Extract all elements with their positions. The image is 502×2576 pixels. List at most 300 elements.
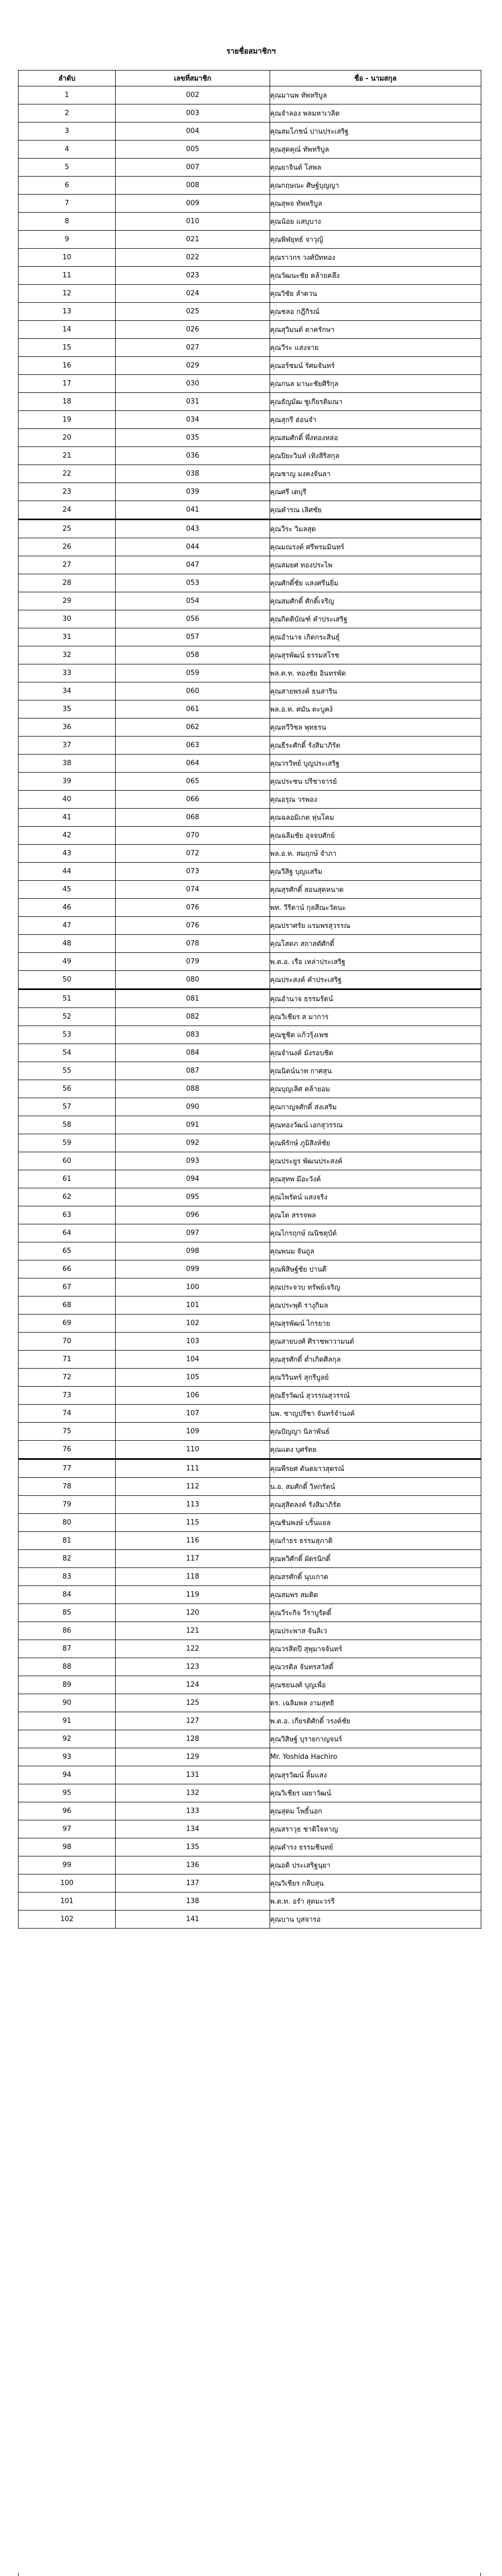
table-row xyxy=(19,1784,481,1802)
table-row xyxy=(19,664,481,682)
table-row xyxy=(19,1622,481,1640)
row-order-cell: 11 xyxy=(19,267,116,285)
row-name-cell: คุณสุรศักดิ์ ต่ำเกิดศิลกุล xyxy=(270,1351,481,1369)
row-name-cell: คุณปัญญา นิลาพันธ์ xyxy=(270,1423,481,1441)
row-name-cell: คุณสุดม โพธิ์นอก xyxy=(270,1802,481,1820)
row-name-cell: คุณชาญ มงคงจันลา xyxy=(270,465,481,483)
row-member-number-cell: 063 xyxy=(116,737,270,755)
row-order-cell: 85 xyxy=(19,1604,116,1622)
row-order-cell: 14 xyxy=(19,321,116,339)
row-member-number-cell: 141 xyxy=(116,1911,270,1929)
row-order-cell: 53 xyxy=(19,1026,116,1044)
row-order-cell: 54 xyxy=(19,1044,116,1062)
row-member-number-cell: 043 xyxy=(116,520,270,538)
row-member-number-cell: 074 xyxy=(116,881,270,899)
row-name-cell: คุณพิสิษฐ์ชัย ปานดี xyxy=(270,1260,481,1278)
table-row xyxy=(19,447,481,465)
table-row xyxy=(19,1242,481,1260)
row-order-cell: 65 xyxy=(19,1242,116,1260)
row-member-number-cell: 084 xyxy=(116,1044,270,1062)
table-row xyxy=(19,610,481,628)
row-name-cell: คุณแดง บุศรัตย xyxy=(270,1441,481,1459)
row-member-number-cell: 127 xyxy=(116,1712,270,1730)
row-member-number-cell: 099 xyxy=(116,1260,270,1278)
table-row xyxy=(19,1604,481,1622)
table-row xyxy=(19,1080,481,1098)
row-member-number-cell: 090 xyxy=(116,1098,270,1116)
row-order-cell: 101 xyxy=(19,1892,116,1911)
row-order-cell: 26 xyxy=(19,538,116,556)
row-member-number-cell: 076 xyxy=(116,917,270,935)
row-name-cell: คุณมณรงค์ ศรีพรมมินทร์ xyxy=(270,538,481,556)
row-order-cell: 20 xyxy=(19,429,116,447)
row-name-cell: คุณอร์ชมน์ รัศมจันทร์ xyxy=(270,357,481,375)
row-name-cell: ดร. เฉลิมพล งามสุทธิ xyxy=(270,1694,481,1712)
row-name-cell: คุณพีรยศ ตันตยาวสุดรณ์ xyxy=(270,1459,481,1478)
row-member-number-cell: 081 xyxy=(116,989,270,1008)
table-row xyxy=(19,628,481,646)
row-order-cell: 66 xyxy=(19,1260,116,1278)
row-name-cell: คุณกิตติบัณฑ์ คำประเสริฐ xyxy=(270,610,481,628)
row-name-cell: คุณประจวบ ทรัพย์เจริญ xyxy=(270,1278,481,1296)
table-row xyxy=(19,1838,481,1856)
table-row xyxy=(19,159,481,177)
row-order-cell: 88 xyxy=(19,1658,116,1676)
row-member-number-cell: 116 xyxy=(116,1532,270,1550)
row-order-cell: 44 xyxy=(19,863,116,881)
table-row xyxy=(19,122,481,141)
table-row xyxy=(19,483,481,501)
row-name-cell: คุณสุสิตลงค์ รังสิมาภิรัต xyxy=(270,1496,481,1514)
row-member-number-cell: 041 xyxy=(116,501,270,520)
row-name-cell: น.อ. สมศักดิ์ วิหกรัตน์ xyxy=(270,1478,481,1496)
table-row xyxy=(19,1550,481,1568)
row-name-cell: คุณสุรพัฒน์ ไกรยาย xyxy=(270,1315,481,1333)
row-name-cell: คุณสมพร สมติด xyxy=(270,1586,481,1604)
row-name-cell: คุณอดิ ประเสริฐนุยา xyxy=(270,1856,481,1874)
row-order-cell: 70 xyxy=(19,1333,116,1351)
row-member-number-cell: 133 xyxy=(116,1802,270,1820)
row-order-cell: 76 xyxy=(19,1441,116,1459)
row-order-cell: 3 xyxy=(19,122,116,141)
row-order-cell: 68 xyxy=(19,1296,116,1315)
row-order-cell: 32 xyxy=(19,646,116,664)
member-table xyxy=(18,70,481,1929)
row-order-cell: 35 xyxy=(19,700,116,719)
table-row xyxy=(19,1062,481,1080)
table-row xyxy=(19,556,481,574)
table-row xyxy=(19,1098,481,1116)
row-name-cell: คุณสรศักดิ์ นุบเกาด xyxy=(270,1568,481,1586)
table-row xyxy=(19,1820,481,1838)
row-name-cell: คุณน้อย แสบุบาง xyxy=(270,213,481,231)
row-member-number-cell: 125 xyxy=(116,1694,270,1712)
row-name-cell: คุณชูชิต แก้วรุ้งเพช xyxy=(270,1026,481,1044)
table-row xyxy=(19,357,481,375)
row-member-number-cell: 061 xyxy=(116,700,270,719)
table-row xyxy=(19,1892,481,1911)
table-row xyxy=(19,1712,481,1730)
row-order-cell: 95 xyxy=(19,1784,116,1802)
row-member-number-cell: 005 xyxy=(116,141,270,159)
row-name-cell: คุณฉลอมิเกต หุ่นโคม xyxy=(270,809,481,827)
row-order-cell: 90 xyxy=(19,1694,116,1712)
row-member-number-cell: 078 xyxy=(116,935,270,953)
table-continuation-edge xyxy=(18,2573,481,2576)
row-order-cell: 71 xyxy=(19,1351,116,1369)
table-row xyxy=(19,520,481,538)
row-name-cell: คุณวีระ แสงจาย xyxy=(270,339,481,357)
table-row xyxy=(19,1496,481,1514)
row-order-cell: 63 xyxy=(19,1206,116,1224)
row-name-cell: คุณพนม จันถูล xyxy=(270,1242,481,1260)
table-row xyxy=(19,1315,481,1333)
table-row xyxy=(19,1459,481,1478)
row-order-cell: 42 xyxy=(19,827,116,845)
table-row xyxy=(19,1116,481,1134)
table-row xyxy=(19,1694,481,1712)
table-row xyxy=(19,249,481,267)
table-row xyxy=(19,231,481,249)
row-name-cell: คุณสมยศ ทองประไพ xyxy=(270,556,481,574)
row-member-number-cell: 088 xyxy=(116,1080,270,1098)
row-member-number-cell: 066 xyxy=(116,791,270,809)
row-order-cell: 33 xyxy=(19,664,116,682)
row-member-number-cell: 029 xyxy=(116,357,270,375)
row-member-number-cell: 124 xyxy=(116,1676,270,1694)
row-name-cell: คุณโสตภ สถาสตัศักดิ์ xyxy=(270,935,481,953)
row-name-cell: คุณพิฬยุทธ์ จาวุญ้ xyxy=(270,231,481,249)
row-member-number-cell: 134 xyxy=(116,1820,270,1838)
row-order-cell: 56 xyxy=(19,1080,116,1098)
row-order-cell: 25 xyxy=(19,520,116,538)
table-row xyxy=(19,1766,481,1784)
page-title: รายชื่อสมาชิกฯ xyxy=(226,47,276,56)
table-row xyxy=(19,809,481,827)
table-row xyxy=(19,971,481,989)
row-order-cell: 38 xyxy=(19,755,116,773)
table-row xyxy=(19,1514,481,1532)
table-row xyxy=(19,881,481,899)
row-name-cell: คุณพวิศักดิ์ ผัดรนิกดิ์ xyxy=(270,1550,481,1568)
table-row xyxy=(19,393,481,411)
row-order-cell: 64 xyxy=(19,1224,116,1242)
row-member-number-cell: 120 xyxy=(116,1604,270,1622)
table-row xyxy=(19,104,481,122)
table-row xyxy=(19,429,481,447)
row-member-number-cell: 080 xyxy=(116,971,270,989)
row-member-number-cell: 036 xyxy=(116,447,270,465)
row-name-cell: คุณไพรัตน์ แสงจริง xyxy=(270,1188,481,1206)
row-order-cell: 5 xyxy=(19,159,116,177)
row-name-cell: คุณอำนาจ ธรรมรัตน์ xyxy=(270,989,481,1008)
row-member-number-cell: 065 xyxy=(116,773,270,791)
row-member-number-cell: 027 xyxy=(116,339,270,357)
row-name-cell: คุณกฤษณะ ศิษฐ์บุญญา xyxy=(270,177,481,195)
row-order-cell: 16 xyxy=(19,357,116,375)
row-member-number-cell: 024 xyxy=(116,285,270,303)
row-name-cell: คุณสุรพัฒน์ ธรรมสโรช xyxy=(270,646,481,664)
table-row xyxy=(19,989,481,1008)
table-row xyxy=(19,1441,481,1459)
row-order-cell: 59 xyxy=(19,1134,116,1152)
row-order-cell: 47 xyxy=(19,917,116,935)
table-row xyxy=(19,719,481,737)
row-order-cell: 28 xyxy=(19,574,116,592)
table-row xyxy=(19,773,481,791)
table-row xyxy=(19,465,481,483)
row-order-cell: 37 xyxy=(19,737,116,755)
table-row xyxy=(19,1568,481,1586)
row-order-cell: 84 xyxy=(19,1586,116,1604)
table-row xyxy=(19,1856,481,1874)
row-name-cell: พ.ต.อ. เรือ เหล่าประเสริฐ xyxy=(270,953,481,971)
row-name-cell: คุณคำรณ เลิศชัย xyxy=(270,501,481,520)
row-member-number-cell: 072 xyxy=(116,845,270,863)
row-order-cell: 74 xyxy=(19,1405,116,1423)
row-name-cell: คุณธัญมัฒ ชูเกียรติมณา xyxy=(270,393,481,411)
row-order-cell: 102 xyxy=(19,1911,116,1929)
row-member-number-cell: 112 xyxy=(116,1478,270,1496)
row-member-number-cell: 111 xyxy=(116,1459,270,1478)
row-order-cell: 98 xyxy=(19,1838,116,1856)
row-member-number-cell: 064 xyxy=(116,755,270,773)
row-order-cell: 36 xyxy=(19,719,116,737)
row-name-cell: คุณสายพรงค์ ธนสาริน xyxy=(270,682,481,700)
row-name-cell: คุณชินพงษ์ บริ้นแยล xyxy=(270,1514,481,1532)
row-name-cell: คุณสุกรี ฮ่อนจำ xyxy=(270,411,481,429)
table-row xyxy=(19,1296,481,1315)
row-order-cell: 81 xyxy=(19,1532,116,1550)
row-name-cell: คุณสุรศักดิ์ สอนสุดหนาด xyxy=(270,881,481,899)
row-name-cell: คุณธีรวัฒน์ สุวรรณสุวรรณ์ xyxy=(270,1387,481,1405)
row-order-cell: 9 xyxy=(19,231,116,249)
row-order-cell: 27 xyxy=(19,556,116,574)
row-member-number-cell: 047 xyxy=(116,556,270,574)
row-name-cell: พ.ต.อ. เกียรติศักดิ์ วรงค์ชัย xyxy=(270,1712,481,1730)
row-name-cell: คุณวิชัย ลำดวน xyxy=(270,285,481,303)
row-order-cell: 18 xyxy=(19,393,116,411)
row-member-number-cell: 094 xyxy=(116,1170,270,1188)
row-order-cell: 13 xyxy=(19,303,116,321)
row-order-cell: 87 xyxy=(19,1640,116,1658)
table-row xyxy=(19,267,481,285)
row-member-number-cell: 009 xyxy=(116,195,270,213)
row-name-cell: คุณจำนงค์ มังรอบชิต xyxy=(270,1044,481,1062)
row-member-number-cell: 121 xyxy=(116,1622,270,1640)
row-name-cell: คุณจำลอง พลมหาเวลิต xyxy=(270,104,481,122)
row-name-cell: คุณทวีวิชล พุทธรน xyxy=(270,719,481,737)
row-order-cell: 57 xyxy=(19,1098,116,1116)
row-name-cell: คุณวีระ วิมลสุด xyxy=(270,520,481,538)
table-row xyxy=(19,737,481,755)
row-order-cell: 31 xyxy=(19,628,116,646)
table-row xyxy=(19,574,481,592)
row-name-cell: คุณนิตน์นาท กาศสุน xyxy=(270,1062,481,1080)
row-order-cell: 77 xyxy=(19,1459,116,1478)
row-name-cell: คุณปราศรัย แรมพรสุวรรณ xyxy=(270,917,481,935)
row-order-cell: 86 xyxy=(19,1622,116,1640)
row-member-number-cell: 007 xyxy=(116,159,270,177)
row-member-number-cell: 101 xyxy=(116,1296,270,1315)
row-order-cell: 41 xyxy=(19,809,116,827)
row-name-cell: คุณวิเชียร ส มาการ xyxy=(270,1008,481,1026)
table-row xyxy=(19,1026,481,1044)
row-order-cell: 39 xyxy=(19,773,116,791)
row-member-number-cell: 079 xyxy=(116,953,270,971)
row-member-number-cell: 003 xyxy=(116,104,270,122)
row-member-number-cell: 053 xyxy=(116,574,270,592)
row-member-number-cell: 062 xyxy=(116,719,270,737)
row-member-number-cell: 115 xyxy=(116,1514,270,1532)
row-name-cell: คุณพิรักษ์ ภูมิสิงห์ชัย xyxy=(270,1134,481,1152)
row-member-number-cell: 135 xyxy=(116,1838,270,1856)
row-member-number-cell: 070 xyxy=(116,827,270,845)
row-order-cell: 67 xyxy=(19,1278,116,1296)
row-member-number-cell: 073 xyxy=(116,863,270,881)
row-name-cell: คุณสายบงศ์ ศิราชพาวามนต์ xyxy=(270,1333,481,1351)
row-order-cell: 100 xyxy=(19,1874,116,1892)
table-row xyxy=(19,700,481,719)
row-name-cell: คุณสุวิมนต์ ตาครักษา xyxy=(270,321,481,339)
table-row xyxy=(19,917,481,935)
row-member-number-cell: 091 xyxy=(116,1116,270,1134)
row-member-number-cell: 123 xyxy=(116,1658,270,1676)
row-order-cell: 99 xyxy=(19,1856,116,1874)
row-name-cell: คุณศักดิ์ชัย แสงศรีนยิ่ม xyxy=(270,574,481,592)
row-order-cell: 48 xyxy=(19,935,116,953)
row-member-number-cell: 129 xyxy=(116,1748,270,1766)
row-member-number-cell: 038 xyxy=(116,465,270,483)
row-order-cell: 73 xyxy=(19,1387,116,1405)
row-member-number-cell: 110 xyxy=(116,1441,270,1459)
table-row xyxy=(19,827,481,845)
table-row xyxy=(19,285,481,303)
row-order-cell: 83 xyxy=(19,1568,116,1586)
row-name-cell: คุณอำนาจ เกิดกระสินธุ์ xyxy=(270,628,481,646)
row-member-number-cell: 092 xyxy=(116,1134,270,1152)
row-member-number-cell: 039 xyxy=(116,483,270,501)
row-member-number-cell: 083 xyxy=(116,1026,270,1044)
row-member-number-cell: 068 xyxy=(116,809,270,827)
table-row xyxy=(19,411,481,429)
row-order-cell: 1 xyxy=(19,86,116,104)
table-row xyxy=(19,935,481,953)
row-member-number-cell: 096 xyxy=(116,1206,270,1224)
row-name-cell: คุณปิยะวินท์ เทิงสิริสกุล xyxy=(270,447,481,465)
row-name-cell: พ.ต.ท. อรำ สุตมะวรรี xyxy=(270,1892,481,1911)
row-member-number-cell: 102 xyxy=(116,1315,270,1333)
row-name-cell: คุณชยนงศ์ บุญเพื่อ xyxy=(270,1676,481,1694)
row-name-cell: คุณวีระกิจ วีราบูรัตติ์ xyxy=(270,1604,481,1622)
row-name-cell: คุณยาจินต์ โสพล xyxy=(270,159,481,177)
row-member-number-cell: 004 xyxy=(116,122,270,141)
row-member-number-cell: 056 xyxy=(116,610,270,628)
table-row xyxy=(19,538,481,556)
row-member-number-cell: 022 xyxy=(116,249,270,267)
row-member-number-cell: 138 xyxy=(116,1892,270,1911)
row-member-number-cell: 107 xyxy=(116,1405,270,1423)
row-member-number-cell: 131 xyxy=(116,1766,270,1784)
row-order-cell: 45 xyxy=(19,881,116,899)
row-member-number-cell: 117 xyxy=(116,1550,270,1568)
row-order-cell: 75 xyxy=(19,1423,116,1441)
table-row xyxy=(19,339,481,357)
row-name-cell: พล.อ.ท. สมฤกษ์ จำภา xyxy=(270,845,481,863)
row-member-number-cell: 105 xyxy=(116,1369,270,1387)
row-name-cell: คุณประสงค์ คำประเสริฐ xyxy=(270,971,481,989)
table-row xyxy=(19,1676,481,1694)
row-order-cell: 7 xyxy=(19,195,116,213)
table-row xyxy=(19,1134,481,1152)
row-name-cell: คุณประพาส จันลิเว xyxy=(270,1622,481,1640)
row-name-cell: คุณสุดคุณ์ ทัพหริบูล xyxy=(270,141,481,159)
table-row xyxy=(19,1640,481,1658)
row-member-number-cell: 034 xyxy=(116,411,270,429)
row-order-cell: 92 xyxy=(19,1730,116,1748)
row-member-number-cell: 100 xyxy=(116,1278,270,1296)
row-name-cell: คุณคำรง ธรรมชินทย์ xyxy=(270,1838,481,1856)
table-row xyxy=(19,1351,481,1369)
row-order-cell: 30 xyxy=(19,610,116,628)
row-name-cell: พล.อ.ท. ศมัน ตะบูคง์ xyxy=(270,700,481,719)
row-name-cell: คุณบุญเลิศ คล้ายอม xyxy=(270,1080,481,1098)
row-member-number-cell: 023 xyxy=(116,267,270,285)
row-name-cell: คุณสุรวัฒน์ ลิ้มแสง xyxy=(270,1766,481,1784)
row-order-cell: 17 xyxy=(19,375,116,393)
row-member-number-cell: 058 xyxy=(116,646,270,664)
row-name-cell: คุณสราวุธ ชาติใจหาญ xyxy=(270,1820,481,1838)
table-row xyxy=(19,1730,481,1748)
table-row xyxy=(19,1658,481,1676)
row-order-cell: 78 xyxy=(19,1478,116,1496)
header-full-name: ชื่อ - นามสกุล xyxy=(270,71,481,86)
row-member-number-cell: 132 xyxy=(116,1784,270,1802)
row-order-cell: 29 xyxy=(19,592,116,610)
row-name-cell: คุณสุทพ มีอะวังค์ xyxy=(270,1170,481,1188)
table-row xyxy=(19,1532,481,1550)
row-member-number-cell: 060 xyxy=(116,682,270,700)
table-row xyxy=(19,682,481,700)
row-member-number-cell: 054 xyxy=(116,592,270,610)
table-row xyxy=(19,501,481,520)
table-row xyxy=(19,899,481,917)
row-member-number-cell: 093 xyxy=(116,1152,270,1170)
row-order-cell: 94 xyxy=(19,1766,116,1784)
row-name-cell: คุณวรวิทย์ บุญประเสริฐ xyxy=(270,755,481,773)
table-row xyxy=(19,375,481,393)
table-row xyxy=(19,195,481,213)
row-name-cell: คุณธีระศักดิ์ รังสิมาภิรัต xyxy=(270,737,481,755)
row-order-cell: 34 xyxy=(19,682,116,700)
row-name-cell: คุณอรุณ วรพอง xyxy=(270,791,481,809)
row-name-cell: พล.ต.ท. ทองชัย อินทรพัด xyxy=(270,664,481,682)
table-row xyxy=(19,1333,481,1351)
row-name-cell: คุณวีสิฐ บุญแสริม xyxy=(270,863,481,881)
table-row xyxy=(19,1423,481,1441)
row-name-cell: นพ. ชาญปรีชา จันทร์จำนงค์ xyxy=(270,1405,481,1423)
header-order: ลำดับ xyxy=(19,71,116,86)
table-row xyxy=(19,953,481,971)
row-name-cell: คุณสุพจ ทัพหริบูล xyxy=(270,195,481,213)
row-member-number-cell: 104 xyxy=(116,1351,270,1369)
table-row xyxy=(19,1170,481,1188)
row-member-number-cell: 059 xyxy=(116,664,270,682)
row-member-number-cell: 128 xyxy=(116,1730,270,1748)
table-header-row xyxy=(19,71,481,86)
table-row xyxy=(19,1911,481,1929)
row-member-number-cell: 137 xyxy=(116,1874,270,1892)
